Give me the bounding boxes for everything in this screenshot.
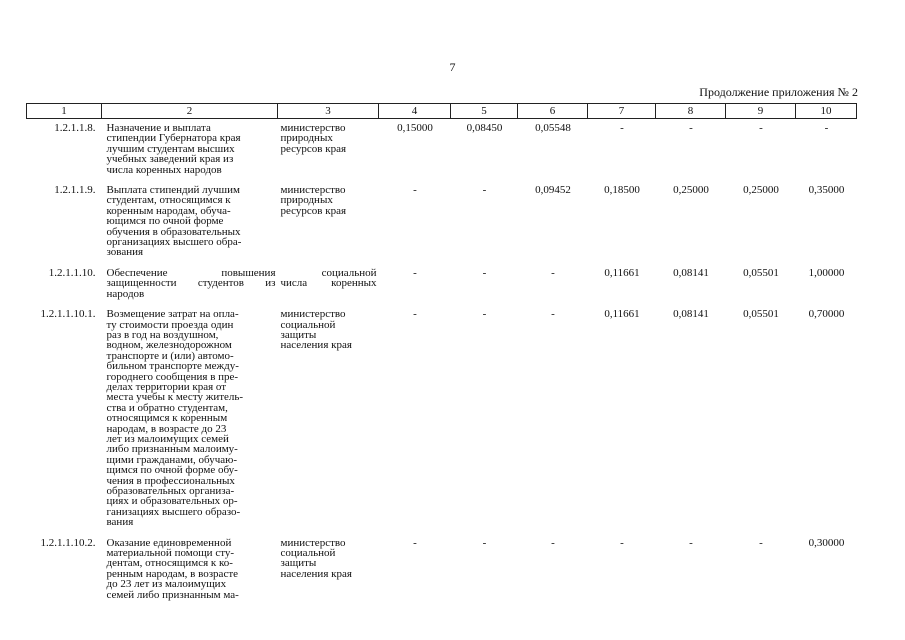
value-cell: - <box>551 536 555 549</box>
value-cell: - <box>551 266 555 279</box>
table-row <box>27 305 857 534</box>
column-header: 1 <box>27 104 102 119</box>
value-cell: 0,09452 <box>535 184 571 197</box>
column-header: 10 <box>796 104 857 119</box>
row-code: 1.2.1.1.8. <box>54 122 96 134</box>
value-cell: - <box>482 184 487 197</box>
row-name-line: защищенности студентов из <box>106 277 276 290</box>
value-cell: - <box>482 266 487 279</box>
value-cell: 1,00000 <box>808 266 845 279</box>
program-table <box>26 103 857 606</box>
value-cell: - <box>413 308 417 321</box>
column-header: 7 <box>588 104 656 119</box>
value-cell: 0,05501 <box>743 266 779 279</box>
page-number: 7 <box>449 60 456 74</box>
value-cell: - <box>620 536 624 549</box>
row-name <box>102 264 278 305</box>
value-cell: 0,08450 <box>466 122 503 134</box>
value-cell: - <box>413 536 417 549</box>
value-cell: - <box>759 122 763 134</box>
row-executor: министерство природных ресурсов края <box>280 122 347 155</box>
value-cell: 0,08141 <box>673 266 709 279</box>
value-cell: 0,70000 <box>808 308 845 321</box>
row-name: Выплата стипендий лучшим студентам, относящимся к коренным народам, обуча- ющимся по очной форме обучения в образовательных организациях высшего обра- зования <box>106 184 242 259</box>
row-code: 1.2.1.1.10. <box>48 266 96 279</box>
column-header: 5 <box>451 104 518 119</box>
column-header: 8 <box>656 104 726 119</box>
value-cell: - <box>759 536 763 549</box>
value-cell: - <box>689 122 693 134</box>
row-name: Возмещение затрат на опла- ту стоимости проезда один раз в год на воздушном, водном, железнодорожном транспорте и (или) автомо- бильном транспорте между- городнего сообщения в пре- делах территории края от места учебы к месту житель- ства и обратно студентам, относящимся к коренным народам, в возрасте до 23 лет из малоимущих семей либо признанным малоиму- щими гражданами, обучаю- щимся по очной форме обу- чения в профессиональных образовательных организа- циях и образовательных ор- ганизациях высшего образо- вания <box>106 308 244 529</box>
value-cell: - <box>413 266 417 279</box>
table-row <box>27 181 857 264</box>
value-cell: 0,05548 <box>535 122 571 134</box>
value-cell: - <box>413 184 417 197</box>
value-cell: 0,25000 <box>673 184 709 197</box>
table-row <box>27 264 857 305</box>
column-header: 9 <box>726 104 796 119</box>
row-executor-line: социальной <box>321 266 377 279</box>
value-cell: 0,30000 <box>808 536 845 549</box>
value-cell: 0,11661 <box>604 308 640 321</box>
value-cell: 0,15000 <box>397 122 433 134</box>
row-name: Назначение и выплата стипендии Губернатора края лучшим студентам высших учебных заведений края из числа коренных народов <box>106 122 241 176</box>
column-header: 4 <box>379 104 451 119</box>
row-executor: министерство социальной защиты населения края <box>280 536 352 580</box>
continuation-label: Продолжение приложения № 2 <box>699 85 858 99</box>
row-name-line: народов <box>106 287 145 300</box>
column-header: 6 <box>518 104 588 119</box>
table-row <box>27 119 857 182</box>
value-cell: - <box>824 122 829 134</box>
value-cell: 0,25000 <box>743 184 779 197</box>
row-name-line: Обеспечение повышения <box>106 266 276 279</box>
row-executor: министерство природных ресурсов края <box>280 184 347 217</box>
value-cell: 0,08141 <box>673 308 709 321</box>
row-executor <box>278 264 379 305</box>
column-header: 2 <box>102 104 278 119</box>
value-cell: - <box>689 536 693 549</box>
value-cell: - <box>551 308 555 321</box>
column-number-row <box>27 104 857 119</box>
value-cell: - <box>620 122 624 134</box>
value-cell: 0,35000 <box>808 184 845 197</box>
row-code: 1.2.1.1.10.1. <box>40 308 96 321</box>
value-cell: 0,11661 <box>604 266 640 279</box>
table-row <box>27 534 857 606</box>
row-code: 1.2.1.1.10.2. <box>40 536 96 549</box>
row-executor-line: числа коренных <box>280 277 377 290</box>
column-header: 3 <box>278 104 379 119</box>
row-executor: министерство социальной защиты населения края <box>280 308 352 352</box>
value-cell: - <box>482 536 487 549</box>
value-cell: - <box>482 308 487 321</box>
row-name: Оказание единовременной материальной помощи сту- дентам, относящимся к ко- ренным народам, в возрасте до 23 лет из малоимущих семей либо признанным ма- <box>106 536 239 601</box>
value-cell: 0,05501 <box>743 308 779 321</box>
value-cell: 0,18500 <box>604 184 640 197</box>
row-code: 1.2.1.1.9. <box>54 184 96 197</box>
